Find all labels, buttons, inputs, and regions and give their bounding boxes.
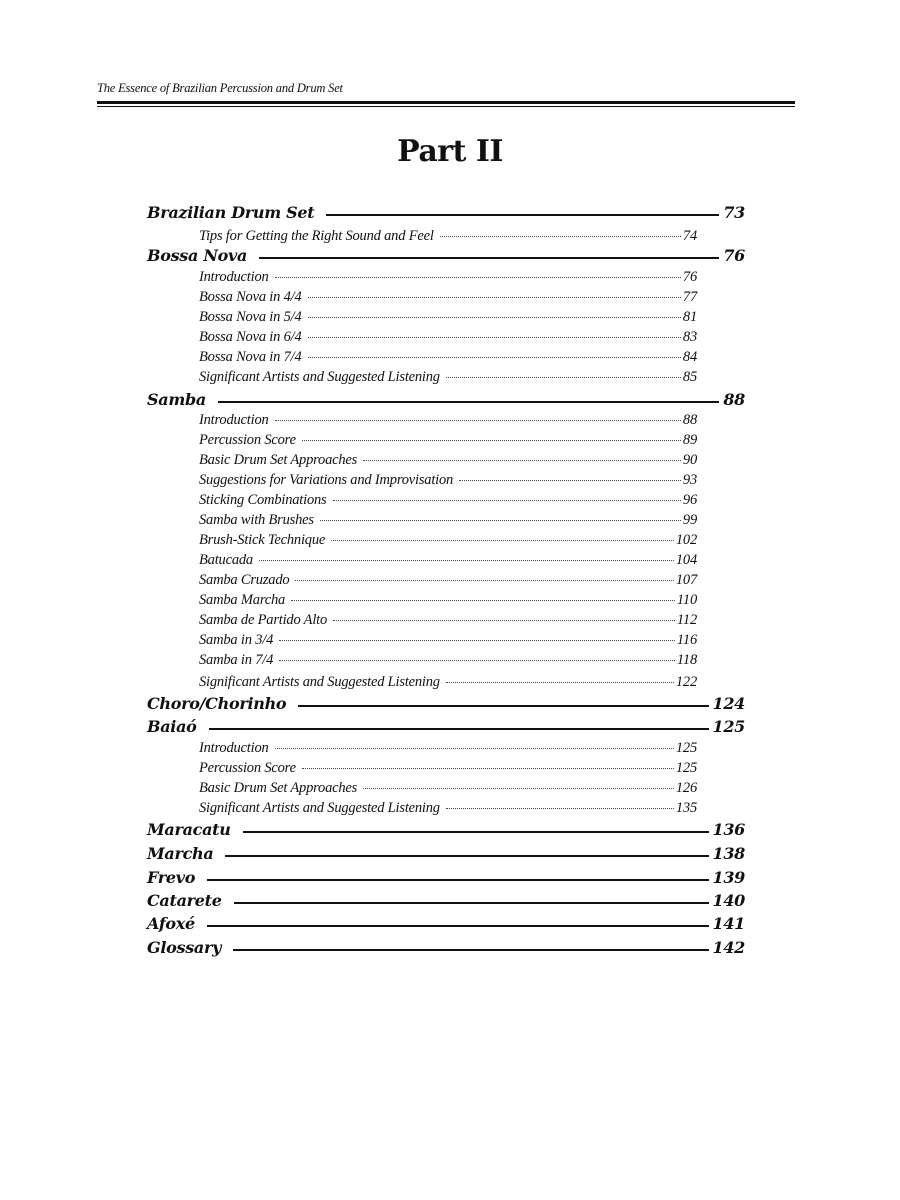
toc-leader-dots (275, 277, 681, 278)
toc-entry-title: Glossary (147, 938, 222, 957)
toc-leader-dots (333, 500, 681, 501)
toc-leader-dots (295, 580, 673, 581)
toc-leader-line (225, 855, 708, 857)
toc-section-entry (147, 390, 745, 412)
toc-entry-title: Samba de Partido Alto (199, 612, 328, 628)
toc-subentry (199, 780, 697, 800)
toc-page-number: 140 (712, 891, 745, 910)
toc-page-number: 107 (675, 572, 697, 588)
toc-entry-title: Tips for Getting the Right Sound and Feel (199, 228, 434, 244)
toc-subentry (199, 740, 697, 760)
toc-entry-title: Significant Artists and Suggested Listening (199, 800, 440, 816)
toc-page-number: 84 (682, 349, 697, 365)
toc-leader-dots (308, 337, 681, 338)
toc-page-number: 102 (675, 532, 697, 548)
toc-entry-title: Percussion Score (199, 760, 296, 776)
toc-leader-dots (275, 420, 681, 421)
toc-leader-line (243, 831, 709, 833)
toc-leader-line (259, 257, 719, 259)
toc-page-number: 116 (676, 632, 697, 648)
toc-entry-title: Introduction (199, 269, 269, 285)
toc-leader-dots (333, 620, 675, 621)
toc-entry-title: Basic Drum Set Approaches (199, 452, 358, 468)
toc-entry-title: Batucada (199, 552, 253, 568)
toc-leader-dots (320, 520, 681, 521)
toc-leader-line (207, 925, 709, 927)
toc-entry-title: Maracatu (147, 820, 231, 839)
toc-page-number: 74 (682, 228, 697, 244)
toc-section-entry (147, 938, 745, 960)
toc-page-number: 88 (723, 390, 745, 409)
toc-entry-title: Choro/Chorinho (147, 694, 287, 713)
toc-page-number: 118 (676, 652, 697, 668)
toc-page-number: 89 (682, 432, 697, 448)
part-title: Part II (397, 134, 503, 169)
toc-leader-dots (440, 236, 681, 237)
toc-leader-line (233, 949, 708, 951)
toc-entry-title: Bossa Nova in 4/4 (199, 289, 302, 305)
toc-page-number: 135 (675, 800, 697, 816)
toc-entry-title: Significant Artists and Suggested Listening (199, 369, 440, 385)
toc-subentry (199, 432, 697, 452)
toc-section-entry (147, 717, 745, 739)
toc-leader-line (234, 902, 709, 904)
toc-entry-title: Marcha (147, 844, 214, 863)
toc-entry-title: Samba with Brushes (199, 512, 314, 528)
toc-page-number: 141 (712, 914, 745, 933)
toc-leader-line (298, 705, 708, 707)
toc-page-number: 93 (682, 472, 697, 488)
toc-subentry (199, 632, 697, 652)
toc-page-number: 126 (675, 780, 697, 796)
toc-leader-dots (363, 788, 674, 789)
toc-section-entry (147, 868, 745, 890)
toc-page-number: 139 (712, 868, 745, 887)
toc-subentry (199, 452, 697, 472)
toc-page-number: 138 (712, 844, 745, 863)
toc-entry-title: Bossa Nova in 6/4 (199, 329, 302, 345)
toc-page-number: 104 (675, 552, 697, 568)
toc-page-number: 81 (682, 309, 697, 325)
running-header: The Essence of Brazilian Percussion and Drum Set (97, 81, 343, 95)
toc-entry-title: Brazilian Drum Set (147, 203, 315, 222)
toc-page-number: 76 (723, 246, 745, 265)
toc-entry-title: Samba Marcha (199, 592, 286, 608)
toc-page-number: 90 (682, 452, 697, 468)
toc-section-entry (147, 820, 745, 842)
toc-entry-title: Samba in 7/4 (199, 652, 274, 668)
toc-subentry (199, 572, 697, 592)
toc-page-number: 112 (676, 612, 697, 628)
toc-leader-dots (302, 768, 674, 769)
toc-page-number: 88 (682, 412, 697, 428)
toc-entry-title: Baiaó (147, 717, 197, 736)
toc-subentry (199, 412, 697, 432)
toc-page-number: 122 (675, 674, 697, 690)
toc-entry-title: Sticking Combinations (199, 492, 327, 508)
toc-subentry (199, 674, 697, 694)
toc-subentry (199, 269, 697, 289)
toc-entry-title: Afoxé (147, 914, 195, 933)
toc-page-number: 73 (723, 203, 745, 222)
toc-leader-dots (308, 317, 681, 318)
toc-leader-dots (275, 748, 674, 749)
toc-page-number: 96 (682, 492, 697, 508)
toc-leader-dots (259, 560, 674, 561)
toc-entry-title: Introduction (199, 412, 269, 428)
toc-leader-dots (308, 297, 681, 298)
toc-page-number: 142 (712, 938, 745, 957)
toc-page-number: 125 (712, 717, 745, 736)
toc-subentry (199, 552, 697, 572)
toc-entry-title: Samba in 3/4 (199, 632, 274, 648)
toc-page-number: 99 (682, 512, 697, 528)
toc-entry-title: Introduction (199, 740, 269, 756)
toc-leader-dots (291, 600, 675, 601)
toc-entry-title: Bossa Nova in 7/4 (199, 349, 302, 365)
toc-leader-dots (459, 480, 681, 481)
toc-leader-dots (446, 682, 674, 683)
toc-leader-dots (446, 808, 674, 809)
toc-entry-title: Significant Artists and Suggested Listening (199, 674, 440, 690)
toc-leader-dots (279, 660, 675, 661)
toc-page-number: 136 (712, 820, 745, 839)
toc-page-number: 125 (675, 760, 697, 776)
toc-subentry (199, 369, 697, 389)
toc-section-entry (147, 694, 745, 716)
toc-leader-dots (308, 357, 681, 358)
toc-subentry (199, 612, 697, 632)
toc-subentry (199, 472, 697, 492)
toc-leader-line (326, 214, 719, 216)
toc-section-entry (147, 891, 745, 913)
toc-section-entry (147, 246, 745, 268)
toc-entry-title: Brush-Stick Technique (199, 532, 326, 548)
toc-subentry (199, 512, 697, 532)
toc-leader-dots (302, 440, 681, 441)
toc-section-entry (147, 844, 745, 866)
toc-entry-title: Bossa Nova in 5/4 (199, 309, 302, 325)
toc-subentry (199, 760, 697, 780)
toc-entry-title: Samba (147, 390, 206, 409)
toc-subentry (199, 492, 697, 512)
toc-page-number: 124 (712, 694, 745, 713)
toc-page-number: 76 (682, 269, 697, 285)
toc-page-number: 125 (675, 740, 697, 756)
toc-entry-title: Suggestions for Variations and Improvisation (199, 472, 454, 488)
toc-subentry (199, 800, 697, 820)
toc-page-number: 77 (682, 289, 697, 305)
toc-entry-title: Percussion Score (199, 432, 296, 448)
toc-leader-dots (363, 460, 681, 461)
toc-subentry (199, 532, 697, 552)
toc-entry-title: Catarete (147, 891, 222, 910)
toc-subentry (199, 652, 697, 672)
toc-entry-title: Samba Cruzado (199, 572, 290, 588)
toc-leader-dots (279, 640, 675, 641)
toc-page-number: 110 (676, 592, 697, 608)
toc-subentry (199, 329, 697, 349)
toc-leader-dots (331, 540, 674, 541)
toc-entry-title: Bossa Nova (147, 246, 248, 265)
toc-subentry (199, 349, 697, 369)
toc-subentry (199, 228, 697, 248)
toc-leader-dots (446, 377, 681, 378)
toc-entry-title: Frevo (147, 868, 196, 887)
toc-leader-line (209, 728, 709, 730)
toc-page-number: 83 (682, 329, 697, 345)
toc-leader-line (218, 401, 719, 403)
toc-section-entry (147, 914, 745, 936)
toc-subentry (199, 309, 697, 329)
toc-page-number: 85 (682, 369, 697, 385)
toc-section-entry (147, 203, 745, 225)
toc-subentry (199, 289, 697, 309)
toc-entry-title: Basic Drum Set Approaches (199, 780, 358, 796)
toc-subentry (199, 592, 697, 612)
toc-leader-line (207, 879, 708, 881)
